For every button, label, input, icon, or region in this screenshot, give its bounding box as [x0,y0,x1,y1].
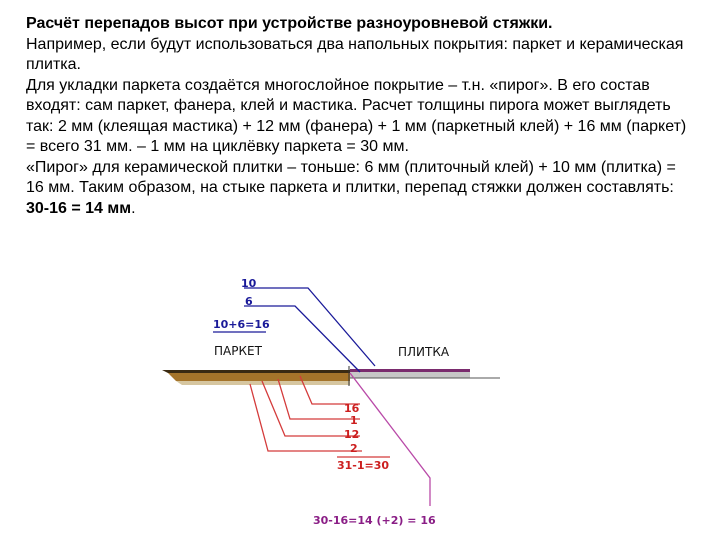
paragraph-example: Например, если будут использоваться два напольных покрытия: паркет и керамическая плитка. [26,35,684,73]
result-leader [350,373,430,506]
parquet-layer-2-label: 2 [350,442,358,455]
parquet-floor [162,366,350,386]
parquet-layer-12-label: 12 [344,428,360,441]
tile-body-layer [350,372,470,378]
article-title: Расчёт перепадов высот при устройстве разноуровневой стяжки. [26,15,553,32]
tile-layer-10-label: 10 [241,277,257,290]
parquet-label: ПАРКЕТ [214,344,262,358]
tile-label: ПЛИТКА [398,345,450,359]
parquet-layer-1-label: 1 [350,414,358,427]
paragraph-parquet: Для укладки паркета создаётся многослойное покрытие – т.н. «пирог». В его состав входят: сам паркет, фанера, клей и мастика. Расчет толщины пирога может выглядеть так: 2 мм (клеящая мастика) + 12 мм (фанера) + 1 мм (паркетный клей) + 16 мм (паркет) = всего 31 мм. – 1 мм на циклёвку паркета = 30 мм. [26,76,687,155]
parquet-top-layer [162,370,350,373]
result-label: 30-16=14 (+2) = 16 [313,514,436,527]
parquet-body-layer [168,373,350,381]
parquet-leaders [250,376,390,457]
paragraph-tile-end: . [131,199,136,217]
paragraph-tile-lead: «Пирог» для керамической плитки – тоньше: 6 мм (плиточный клей) + 10 мм (плитка) = 16 мм. Таким образом, на стыке паркета и плитки, перепад стяжки должен составлять: [26,158,676,196]
tile-top-layer [350,369,470,372]
tile-floor [350,369,500,378]
height-difference-result: 30-16 = 14 мм [26,199,132,217]
tile-layer-6-label: 6 [245,295,253,308]
parquet-layer-16-label: 16 [344,402,360,415]
tile-total-label: 10+6=16 [213,318,270,331]
tile-leader-6 [244,306,360,372]
parquet-total-label: 31-1=30 [337,459,390,472]
